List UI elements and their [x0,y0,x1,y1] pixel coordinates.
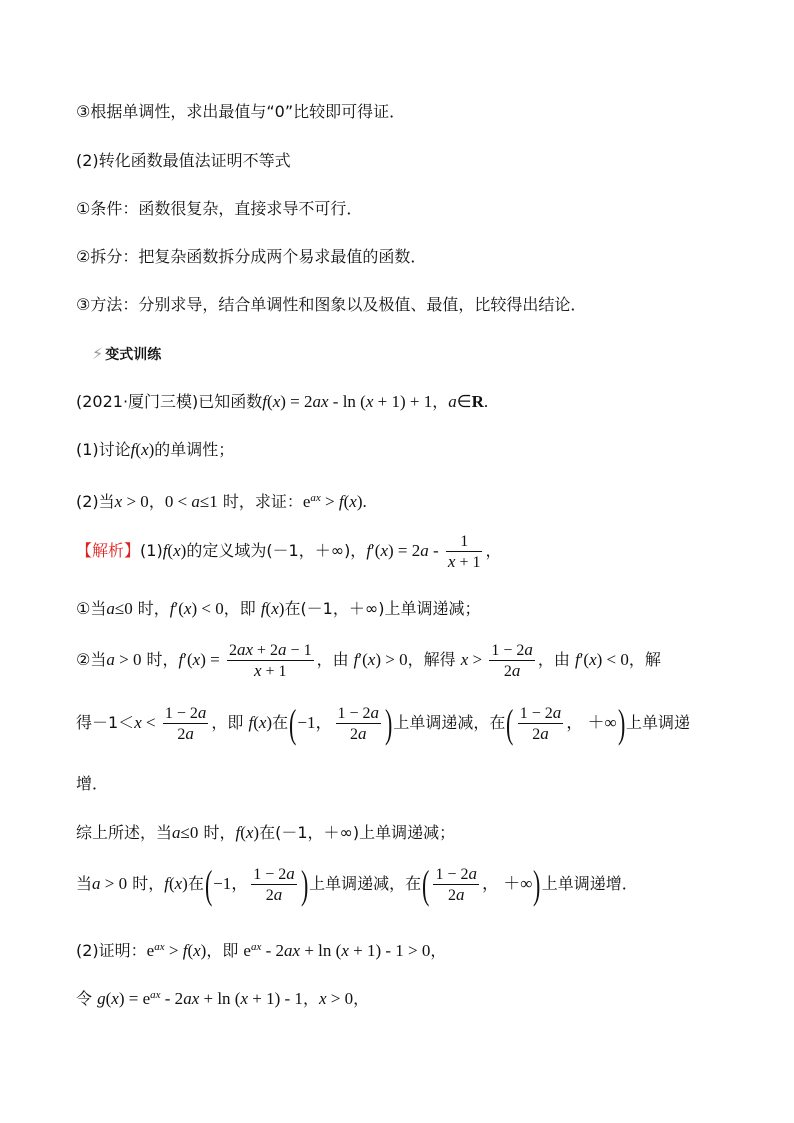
section-title: 变式训练 [105,347,162,363]
question-1: (1)讨论f(x)的单调性； [76,440,235,459]
text-line: ①条件：函数很复杂，直接求导不可行． [76,199,363,218]
question-text: 的单调性； [154,440,235,459]
text-line: (2)转化函数最值法证明不等式 [76,151,291,170]
fraction: $\frac{2ax + 2a - 1}{x + 1}$ [228,640,312,680]
lightning-icon: ⚡ [92,344,104,363]
question-label: (2)当 [76,492,115,511]
case-2-continued: 得－1＜x < $\frac{1 - 2a}{2a}$ ，即 f(x)在(−1， $\frac{1 - 2a}{2a}$ )上单调递减，在( $\frac{1 - 2a}{2a}$ ， ＋∞)上单调递 [76,700,690,746]
text-line: ②拆分：把复杂函数拆分成两个易求最值的函数． [76,247,427,266]
fraction: $\frac{1 - 2a}{2a}$ [491,640,533,680]
summary-text: 综上所述，当 [76,823,173,842]
solution-part-number: (1) [140,541,163,560]
question-2: (2)当x > 0，0 < a≤1 时，求证：$e^{ax} > f(x)$. [76,492,367,511]
text-line: ③方法：分别求导，结合单调性和图象以及极值、最值，比较得出结论． [76,295,587,314]
case-1: ①当a≤0 时，f′(x) < 0，即 f(x)在(－1，＋∞)上单调递减； [76,599,481,618]
case-text: 增． [76,774,109,793]
solution-part1: 【解析】(1)f(x)的定义域为(－1，＋∞)，f′(x) = 2a - $\frac{1}{x + 1}$ ， [76,532,502,571]
case-label: ①当 [76,599,107,618]
question-label: (1)讨论 [76,440,131,459]
fraction: $\frac{1}{x + 1}$ [447,532,481,571]
proof-label: (2)证明： [76,941,147,960]
case-label: ②当 [76,650,107,669]
case-text: 解 [644,650,661,669]
problem-statement: (2021·厦门三模)已知函数f(x) = 2ax - ln (x + 1) + 1，a∈R. [76,392,489,411]
solution-label: 【解析】 [76,541,141,560]
text-line: ③根据单调性，求出最值与“0”比较即可得证． [76,102,406,121]
case-2-end [76,773,108,795]
let-label: 令 [76,989,93,1008]
case-text: 上单调递减； [384,599,481,618]
summary-2: 当a > 0 时，f(x)在(−1， $\frac{1 - 2a}{2a}$ )上单调递减，在( $\frac{1 - 2a}{2a}$ ， ＋∞)上单调递增． [76,861,638,907]
let-line: 令 $g(x) = e^{ax} - 2ax + \ln (x + 1) - 1$，x > 0， [76,989,370,1008]
summary-1: 综上所述，当a≤0 时，f(x)在(－1，＋∞)上单调递减； [76,823,456,842]
case-2: ②当a > 0 时，f′(x) = $\frac{2ax + 2a - 1}{x + 1}$ ，由 f′(x) > 0，解得 x > $\frac{1 - 2a}{2a}$ ，由 f′(x) < 0，解 [76,640,661,680]
proof-line: (2)证明：$e^{ax} > f(x)$，即 $e^{ax} - 2ax + \ln (x + 1) - 1 > 0$， [76,941,447,960]
section-heading [92,343,161,366]
summary-text: 当 [76,874,93,893]
problem-source: (2021·厦门三模)已知函数 [76,392,263,411]
solution-text: 的定义域为(－1，＋∞)， [186,541,367,560]
fraction: $\frac{1 - 2a}{2a}$ [164,703,207,743]
case-text: 得－1＜ [76,713,135,732]
